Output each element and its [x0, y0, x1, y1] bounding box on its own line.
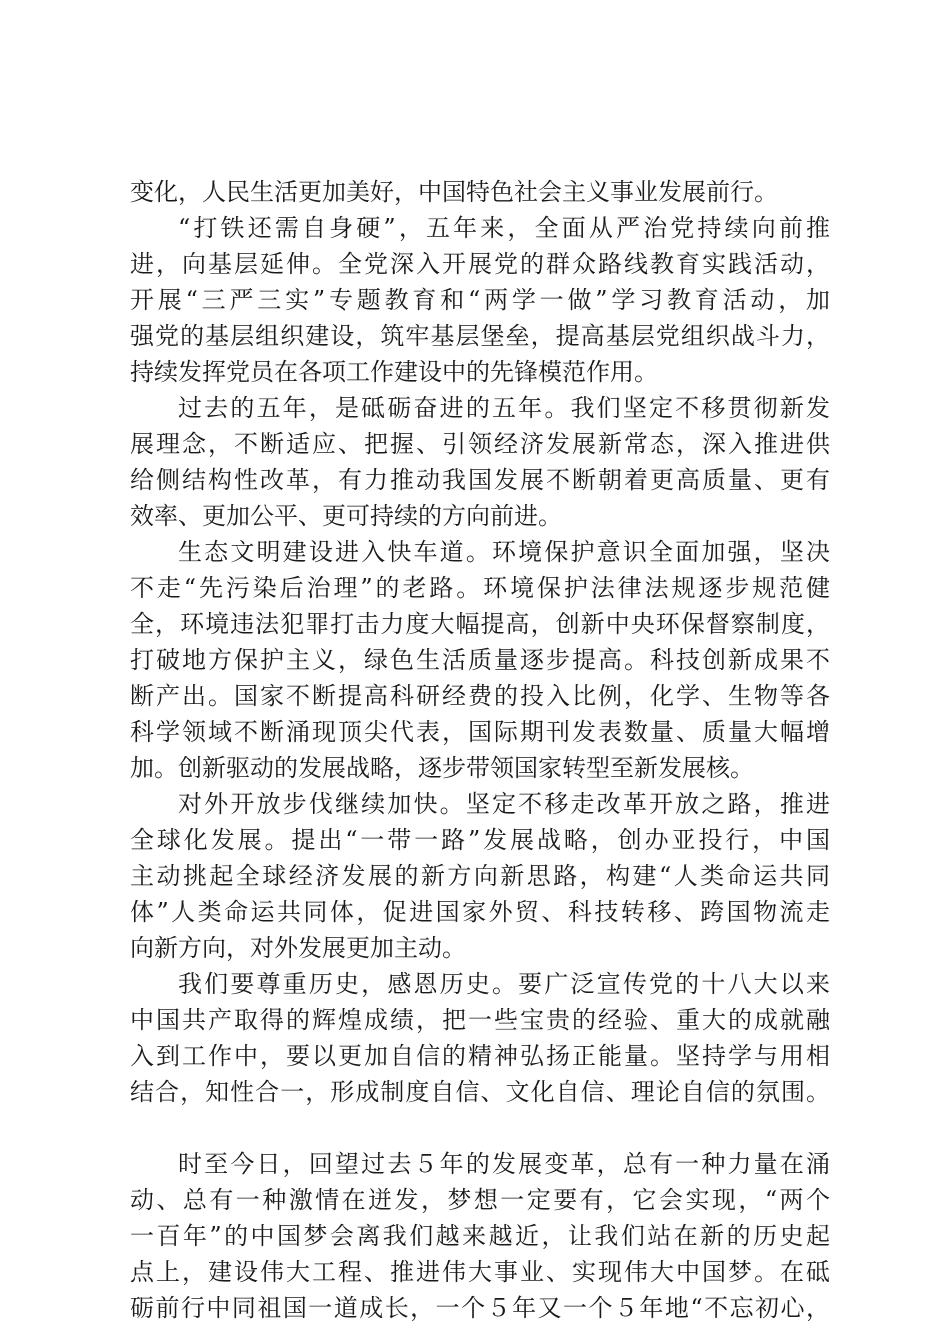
text-line: 强党的基层组织建设，筑牢基层堡垒，提高基层党组织战斗力， — [130, 322, 830, 350]
text-line: 中国共产取得的辉煌成绩，把一些宝贵的经验、重大的成就融 — [130, 1006, 830, 1034]
text-line: 持续发挥党员在各项工作建设中的先锋模范作用。 — [130, 358, 658, 386]
text-line: 我们要尊重历史，感恩历史。要广泛宣传党的十八大以来 — [178, 970, 830, 998]
text-line: 时至今日，回望过去５年的发展变革，总有一种力量在涌 — [178, 1150, 830, 1178]
text-line: 对外开放步伐继续加快。坚定不移走改革开放之路，推进 — [178, 790, 830, 818]
text-line: 入到工作中，要以更加自信的精神弘扬正能量。坚持学与用相 — [130, 1042, 830, 1070]
text-line: “打铁还需自身硬”，五年来，全面从严治党持续向前推 — [178, 214, 830, 242]
text-line: 进，向基层延伸。全党深入开展党的群众路线教育实践活动， — [130, 250, 830, 278]
text-line: 动、总有一种激情在迸发，梦想一定要有，它会实现，“两个 — [130, 1186, 830, 1214]
text-line: 展理念，不断适应、把握、引领经济发展新常态，深入推进供 — [130, 430, 830, 458]
text-line: 体”人类命运共同体，促进国家外贸、科技转移、跨国物流走 — [130, 898, 830, 926]
text-line: 主动挑起全球经济发展的新方向新思路，构建“人类命运共同 — [130, 862, 830, 890]
text-line: 断产出。国家不断提高科研经费的投入比例，化学、生物等各 — [130, 682, 830, 710]
text-line: 效率、更加公平、更可持续的方向前进。 — [130, 502, 562, 530]
text-line: 过去的五年，是砥砺奋进的五年。我们坚定不移贯彻新发 — [178, 394, 830, 422]
text-line: 打破地方保护主义，绿色生活质量逐步提高。科技创新成果不 — [130, 646, 830, 674]
text-line: 向新方向，对外发展更加主动。 — [130, 934, 466, 962]
text-line: 科学领域不断涌现顶尖代表，国际期刊发表数量、质量大幅增 — [130, 718, 830, 746]
text-line: 加。创新驱动的发展战略，逐步带领国家转型至新发展核。 — [130, 754, 754, 782]
text-line: 全球化发展。提出“一带一路”发展战略，创办亚投行，中国 — [130, 826, 830, 854]
text-line: 生态文明建设进入快车道。环境保护意识全面加强，坚决 — [178, 538, 830, 566]
text-line: 全，环境违法犯罪打击力度大幅提高，创新中央环保督察制度， — [130, 610, 830, 638]
text-line: 给侧结构性改革，有力推动我国发展不断朝着更高质量、更有 — [130, 466, 830, 494]
text-line: 砺前行中同祖国一道成长，一个５年又一个５年地“不忘初心， — [130, 1294, 830, 1322]
text-line: 点上，建设伟大工程、推进伟大事业、实现伟大中国梦。在砥 — [130, 1258, 830, 1286]
text-line: 一百年”的中国梦会离我们越来越近，让我们站在新的历史起 — [130, 1222, 830, 1250]
text-line: 开展“三严三实”专题教育和“两学一做”学习教育活动，加 — [130, 286, 830, 314]
text-line: 变化，人民生活更加美好，中国特色社会主义事业发展前行。 — [130, 178, 778, 206]
text-line: 不走“先污染后治理”的老路。环境保护法律法规逐步规范健 — [130, 574, 830, 602]
text-line: 结合，知性合一，形成制度自信、文化自信、理论自信的氛围。 — [130, 1078, 830, 1106]
